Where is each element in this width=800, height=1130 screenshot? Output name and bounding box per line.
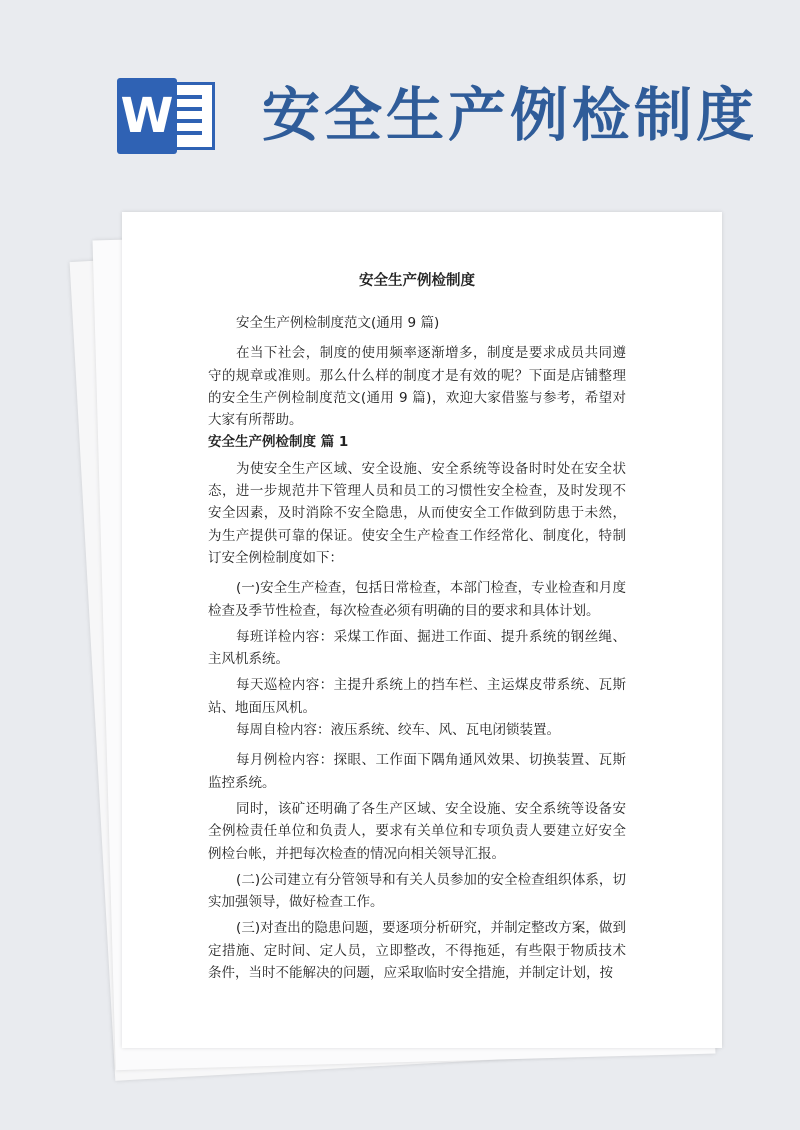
body-paragraph: 每天巡检内容：主提升系统上的挡车栏、主运煤皮带系统、瓦斯站、地面压风机。: [208, 677, 626, 716]
body-paragraph: 每班详检内容：采煤工作面、掘进工作面、提升系统的钢丝绳、主风机系统。: [208, 628, 626, 668]
body-paragraph: 每周自检内容：液压系统、绞车、风、瓦电闭锁装置。: [236, 722, 560, 739]
document-title: 安全生产例检制度: [359, 273, 475, 289]
body-paragraph: 为使安全生产区域、安全设施、安全系统等设备时时处在安全状态，进一步规范井下管理人员和员工的习惯性安全检查，及时发现不安全因素，及时消除不安全隐患，从而使安全工作做到防患于未然，为生产提供可靠的保证。使安全生产检查工作经常化、制度化，特制订安全例检制度如下：: [208, 460, 626, 566]
body-paragraph: (二)公司建立有分管领导和有关人员参加的安全检查组织体系，切实加强领导，做好检查工作。: [208, 871, 626, 911]
section-heading: 安全生产例检制度 篇 1: [208, 434, 349, 451]
document-subtitle: 安全生产例检制度范文(通用 9 篇): [236, 315, 440, 331]
body-paragraph: (三)对查出的隐患问题，要逐项分析研究，并制定整改方案，做到定措施、定时间、定人员，立即整改，不得拖延，有些限于物质技术条件，当时不能解决的问题，应采取临时安全措施，并制定计划，按: [208, 920, 626, 982]
body-paragraph: 同时，该矿还明确了各生产区域、安全设施、安全系统等设备安全例检责任单位和负责人，要求有关单位和专项负责人要建立好安全例检台帐，并把每次检查的情况向相关领导汇报。: [208, 800, 626, 862]
word-badge: W: [117, 78, 177, 154]
document-body: [208, 268, 626, 982]
banner-header: [0, 0, 800, 200]
word-document-icon: [117, 78, 215, 154]
body-paragraph: 每月例检内容：探眼、工作面下隅角通风效果、切换装置、瓦斯监控系统。: [208, 752, 626, 791]
banner-title: 安全生产例检制度: [262, 81, 759, 149]
body-paragraph: (一)安全生产检查，包括日常检查，本部门检查，专业检查和月度检查及季节性检查，每次检查必须有明确的目的要求和具体计划。: [208, 580, 626, 619]
intro-paragraph: 在当下社会，制度的使用频率逐渐增多，制度是要求成员共同遵守的规章或准则。那么什么样的制度才是有效的呢？下面是店铺整理的安全生产例检制度范文(通用 9 篇)，欢迎大家借鉴与参考，希望对大家有所帮助。: [208, 345, 626, 429]
